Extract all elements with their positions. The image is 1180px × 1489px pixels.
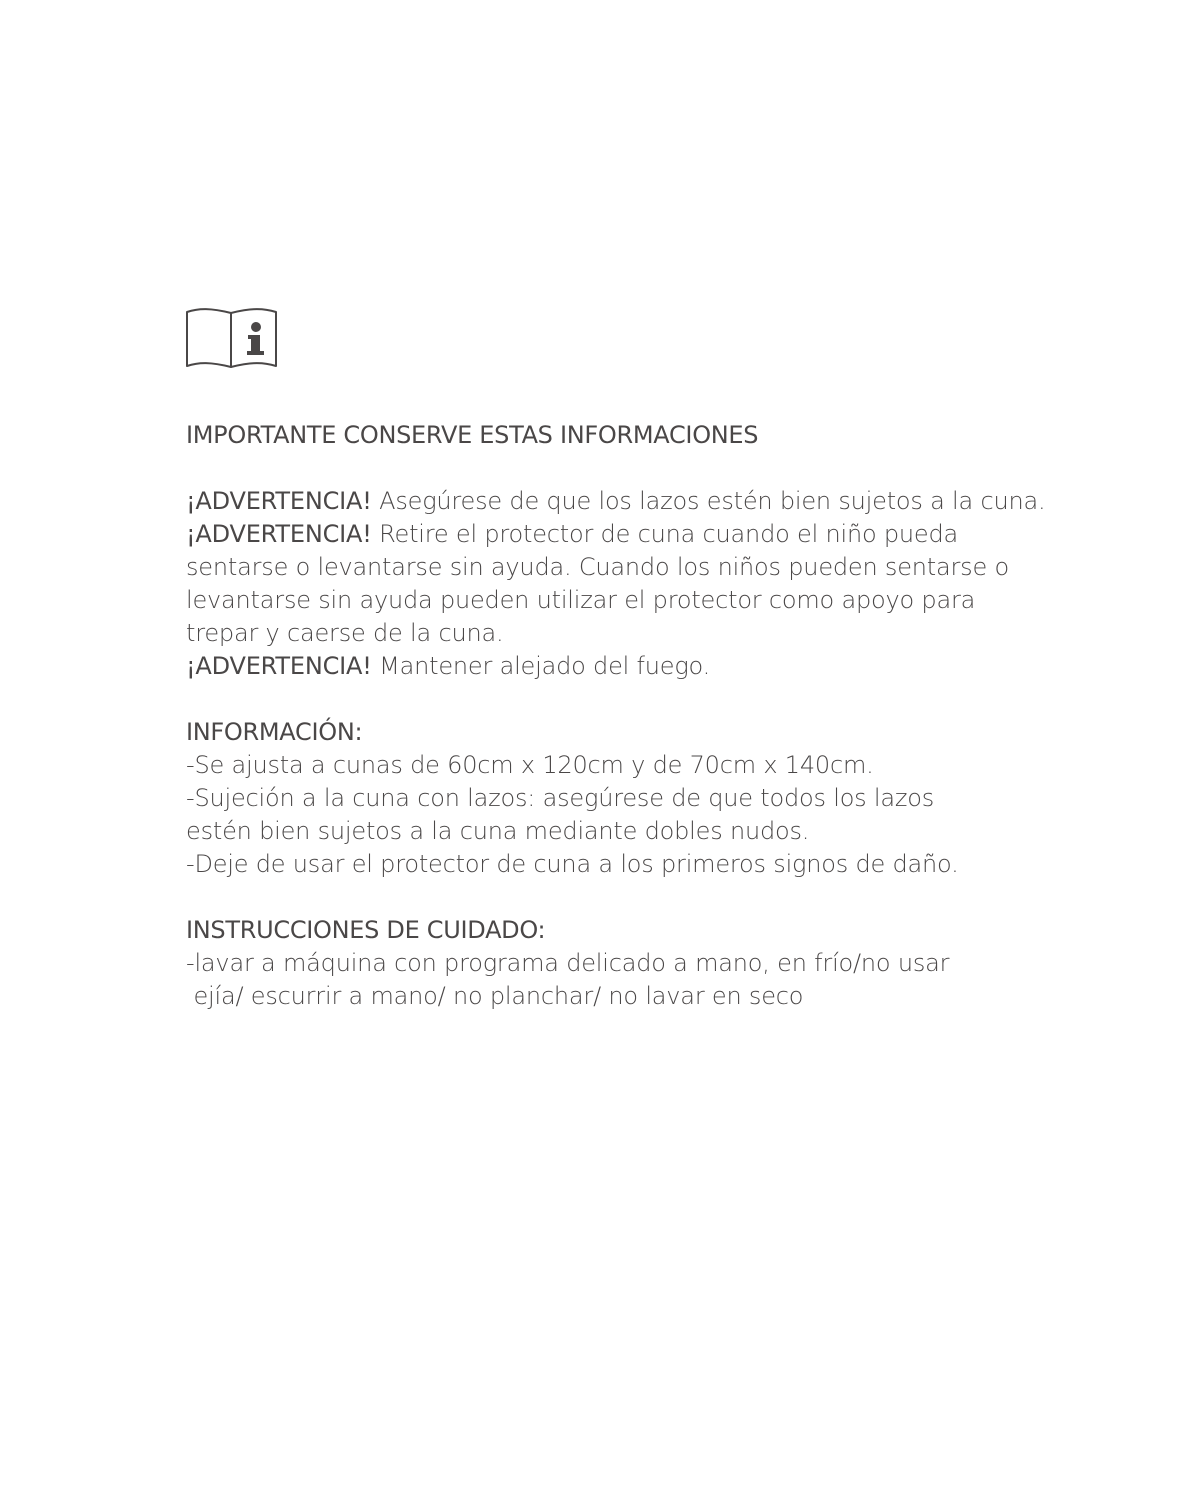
warning-continuation xyxy=(186,617,1046,650)
care-line: -lavar a máquina con programa delicado a mano, en frío/no usar xyxy=(186,949,950,977)
warning-label: ¡ADVERTENCIA! xyxy=(186,652,372,680)
care-heading: INSTRUCCIONES DE CUIDADO: xyxy=(186,916,546,944)
warning-paragraph xyxy=(186,485,1046,518)
info-line: -Deje de usar el protector de cuna a los primeros signos de daño. xyxy=(186,850,959,878)
warning-text: Asegúrese de que los lazos estén bien sujetos a la cuna. xyxy=(371,487,1046,515)
warning-paragraph xyxy=(186,518,1026,617)
warning-label: ¡ADVERTENCIA! xyxy=(186,487,372,515)
info-line: -Se ajusta a cunas de 60cm x 120cm y de 70cm x 140cm. xyxy=(186,751,874,779)
instructions-document xyxy=(186,419,1046,1013)
info-line: -Sujeción a la cuna con lazos: asegúrese de que todos los lazos estén bien sujetos a la cuna mediante dobles nudos. xyxy=(186,784,942,845)
warning-text: Mantener alejado del fuego. xyxy=(371,652,711,680)
info-heading: INFORMACIÓN: xyxy=(186,718,363,746)
warning-text: Retire el protector de cuna cuando el niño pueda sentarse o levantarse sin ayuda. Cuando los niños pueden sentarse o levantarse sin ayuda pueden utilizar el protector como apoyo para xyxy=(186,520,1017,614)
warning-text: trepar y caerse de la cuna. xyxy=(186,619,504,647)
manual-info-icon xyxy=(185,307,278,369)
warning-paragraph xyxy=(186,650,1046,683)
care-line: ejía/ escurrir a mano/ no planchar/ no lavar en seco xyxy=(186,982,804,1010)
book-info-icon xyxy=(185,307,278,369)
warning-label: ¡ADVERTENCIA! xyxy=(186,520,372,548)
document-title: IMPORTANTE CONSERVE ESTAS INFORMACIONES xyxy=(186,421,759,449)
